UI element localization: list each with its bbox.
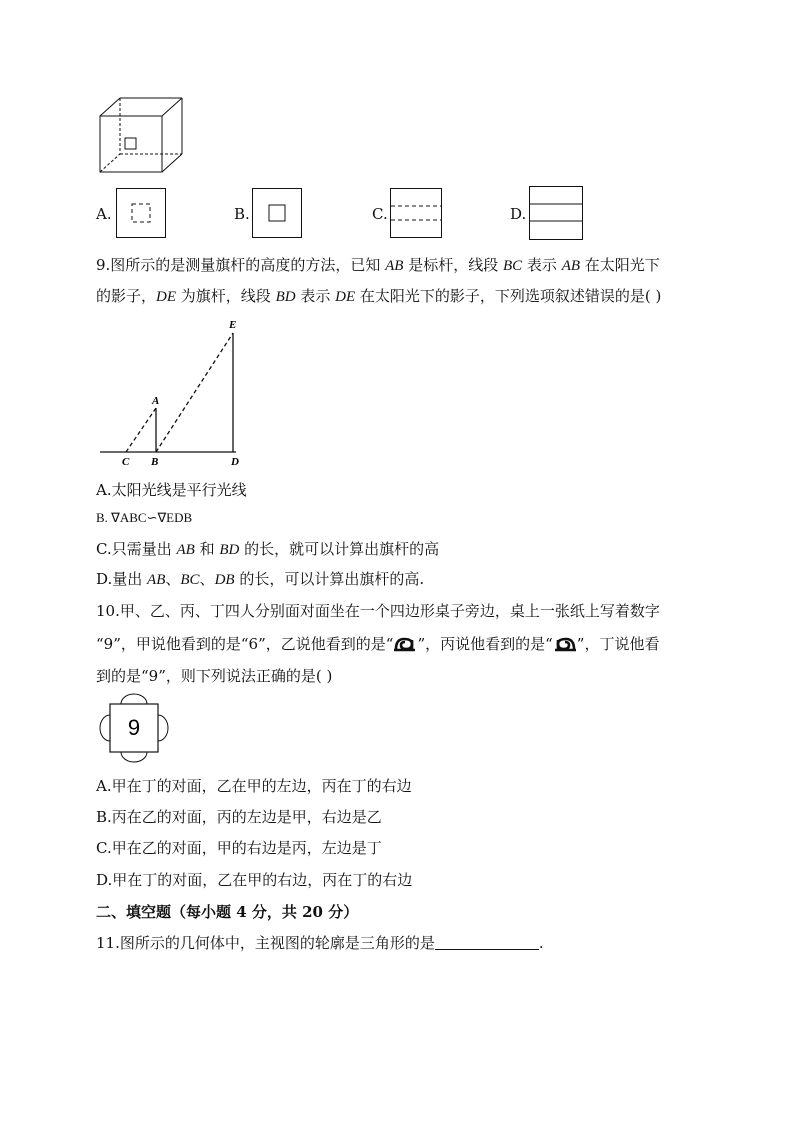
q9-option-a: A.太阳光线是平行光线	[96, 481, 247, 499]
q10-option-d: D.甲在丁的对面，乙在甲的右边，丙在丁的右边	[96, 871, 413, 889]
q11-stem: 11.图所示的几何体中，主视图的轮廓是三角形的是 .	[96, 934, 544, 952]
label-c: C	[122, 456, 130, 468]
q10-option-b: B.丙在乙的对面，丙的左边是甲，右边是乙	[96, 808, 382, 826]
q9-option-c: C.只需量出 AB 和 BD 的长，就可以计算出旗杆的高	[96, 540, 440, 558]
q9-option-d: D.量出 AB、BC、DB 的长，可以计算出旗杆的高.	[96, 570, 425, 588]
rotated-nine-glyph-icon	[393, 636, 417, 652]
q8-option-b-label: B.	[234, 205, 250, 223]
label-e: E	[229, 319, 237, 331]
cube-figure	[96, 96, 186, 176]
q11-answer-blank[interactable]	[435, 935, 539, 950]
q9-stem-line2: 的影子，DE 为旗杆，线段 BD 表示 DE 在太阳光下的影子，下列选项叙述错误的是( )	[96, 287, 662, 305]
q9-flagpole-figure	[96, 315, 256, 470]
rotated-six-glyph-icon	[553, 636, 577, 652]
table-digit: 9	[127, 715, 141, 740]
label-a: A	[152, 395, 160, 407]
label-d: D	[231, 456, 239, 468]
q10-table-figure	[98, 692, 170, 764]
section-heading: 二、填空题（每小题 4 分，共 20 分）	[96, 903, 359, 921]
label-b: B	[151, 456, 159, 468]
q10-option-c: C.甲在乙的对面，甲的右边是丙，左边是丁	[96, 839, 382, 857]
q8-option-c-label: C.	[372, 205, 388, 223]
q8-option-d-label: D.	[510, 205, 527, 223]
q10-option-a: A.甲在丁的对面，乙在甲的左边，丙在丁的右边	[96, 777, 412, 795]
q8-option-d-figure	[529, 186, 583, 240]
q8-option-a-label: A.	[96, 205, 112, 223]
q9-option-b: B. ∇ABC∽∇EDB	[96, 510, 193, 525]
q8-option-a-figure	[116, 188, 166, 238]
q8-option-b-figure	[252, 188, 302, 238]
q10-stem-line1: 10.甲、乙、丙、丁四人分别面对面坐在一个四边形桌子旁边，桌上一张纸上写着数字	[96, 602, 660, 620]
q10-stem-line3: 到的是“9”，则下列说法正确的是( )	[96, 667, 333, 685]
q10-stem-line2: “9”，甲说他看到的是“6”，乙说他看到的是“ ”，丙说他看到的是“ ”，丁说他看	[96, 635, 660, 653]
q8-option-c-figure	[390, 188, 442, 238]
q9-stem-line1: 9.图所示的是测量旗杆的高度的方法，已知 AB 是标杆，线段 BC 表示 AB 在太阳光下	[96, 256, 660, 274]
